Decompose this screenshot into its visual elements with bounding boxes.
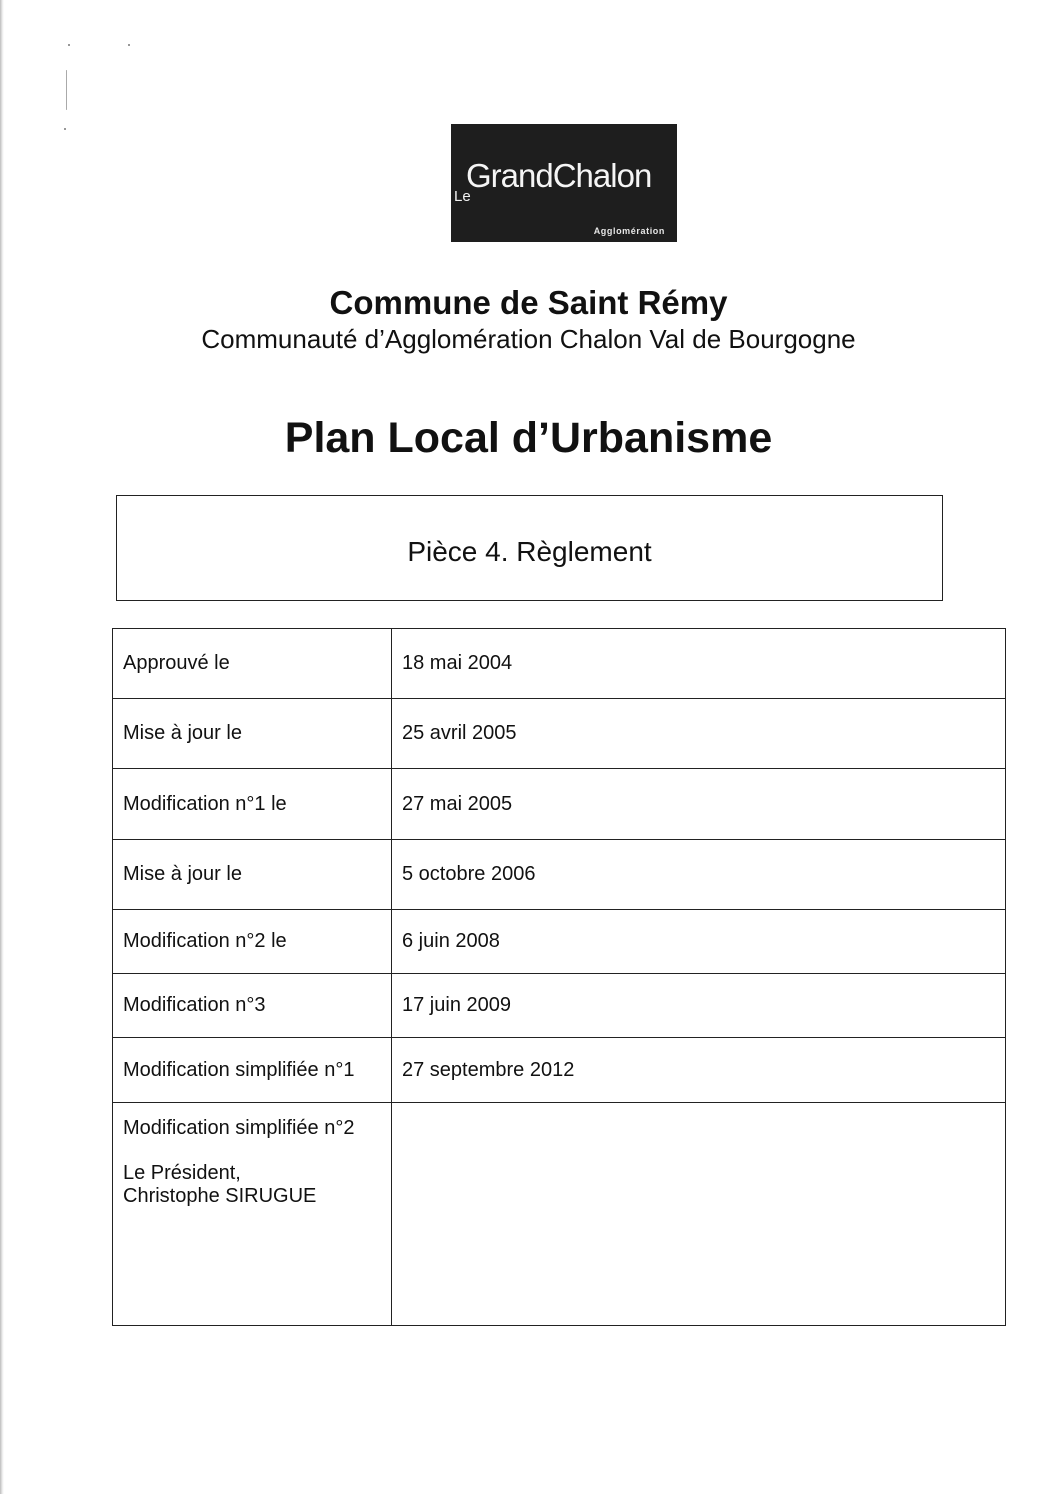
- table-row: [113, 910, 1006, 974]
- revision-date: 25 avril 2005: [392, 699, 1006, 769]
- revision-label: Modification n°3: [113, 974, 392, 1038]
- revision-label: Modification n°2 le: [113, 910, 392, 974]
- revision-label: Approuvé le: [113, 629, 392, 699]
- piece-box: [116, 495, 943, 601]
- revision-date: 18 mai 2004: [392, 629, 1006, 699]
- table-row: [113, 1103, 1006, 1326]
- signatory-role: Le Président,: [123, 1162, 241, 1184]
- revision-date: 27 septembre 2012: [392, 1038, 1006, 1103]
- scan-speck: [68, 44, 70, 46]
- revision-label: Modification n°1 le: [113, 769, 392, 840]
- commune-title: Commune de Saint Rémy: [329, 284, 728, 321]
- scan-speck: [64, 128, 66, 130]
- piece-label: Pièce 4. Règlement: [407, 536, 652, 567]
- revision-label: Modification simplifiée n°1: [113, 1038, 392, 1103]
- table-row: [113, 769, 1006, 840]
- revision-date: 5 octobre 2006: [392, 840, 1006, 910]
- table-row: [113, 629, 1006, 699]
- revision-table: [112, 628, 1006, 1326]
- scan-speck: [128, 44, 130, 46]
- logo-name: GrandChalon: [466, 157, 652, 194]
- signatory-name: Christophe SIRUGUE: [123, 1185, 317, 1207]
- agglomeration-subtitle: Communauté d’Agglomération Chalon Val de Bourgogne: [201, 324, 856, 354]
- grandchalon-logo: [451, 124, 677, 242]
- revision-date: [392, 1103, 1006, 1326]
- logo-tagline: Agglomération: [593, 226, 665, 236]
- table-row: [113, 1038, 1006, 1103]
- scan-edge: [0, 0, 4, 1494]
- logo-prefix: Le: [454, 188, 471, 205]
- revision-label: Mise à jour le: [113, 840, 392, 910]
- table-row: [113, 840, 1006, 910]
- revision-label: Mise à jour le: [113, 699, 392, 769]
- revision-date: 6 juin 2008: [392, 910, 1006, 974]
- revision-date: 27 mai 2005: [392, 769, 1006, 840]
- spacer: [123, 1140, 381, 1162]
- table-row: [113, 974, 1006, 1038]
- revision-date: 17 juin 2009: [392, 974, 1006, 1038]
- document-title: Plan Local d’Urbanisme: [284, 414, 773, 462]
- revision-label: Modification simplifiée n°2: [123, 1117, 355, 1139]
- signature-cell: [113, 1103, 392, 1326]
- scan-speck: [66, 70, 67, 110]
- table-row: [113, 699, 1006, 769]
